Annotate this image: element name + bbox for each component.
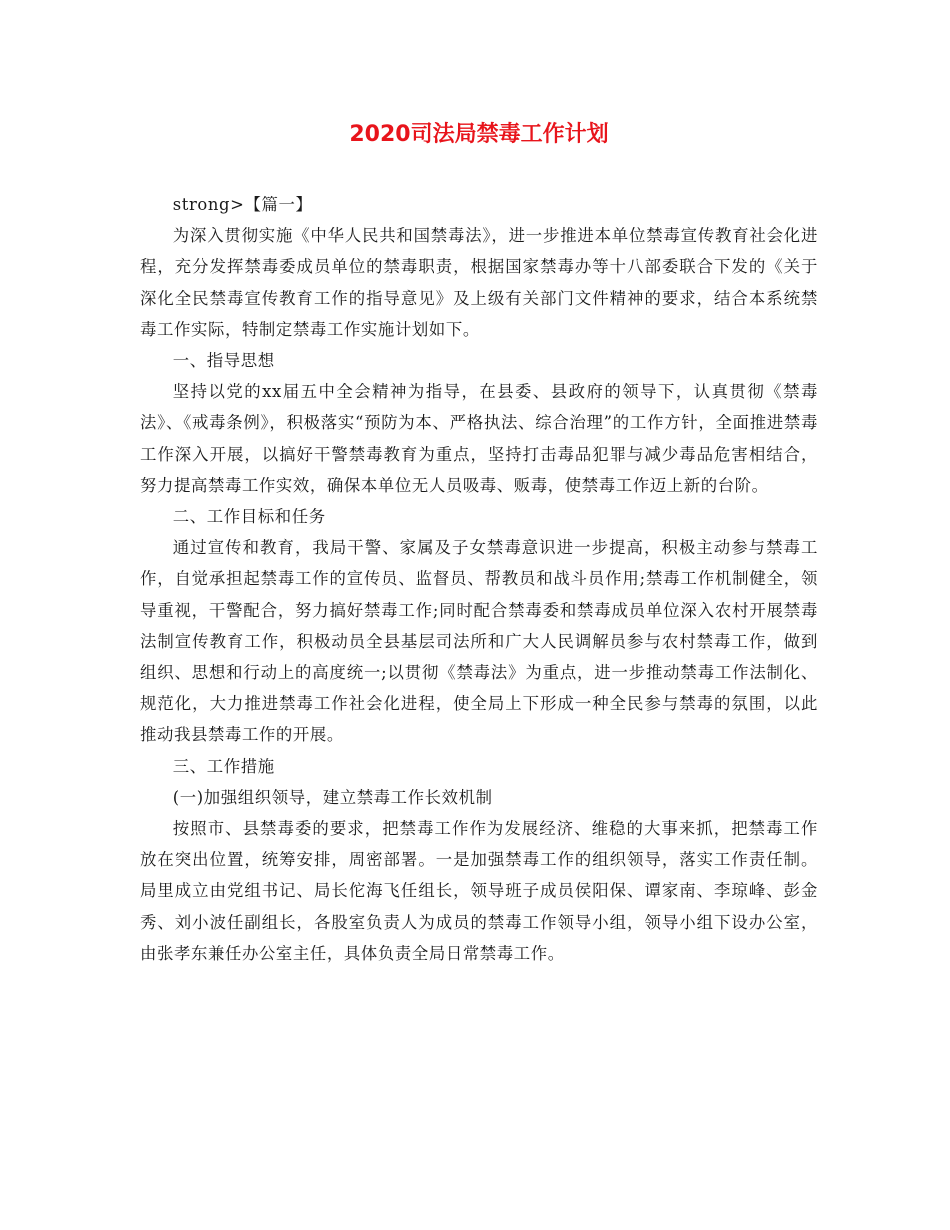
organization-paragraph: 按照市、县禁毒委的要求，把禁毒工作作为发展经济、维稳的大事来抓，把禁毒工作放在突出位置，统筹安排，周密部署。一是加强禁毒工作的组织领导，落实工作责任制。局里成立由党组书记、局长佗海飞任组长，领导班子成员侯阳保、谭家南、李琼峰、彭金秀、刘小波任副组长，各股室负责人为成员的禁毒工作领导小组，领导小组下设办公室，由张孝东兼任办公室主任，具体负责全局日常禁毒工作。: [140, 819, 818, 963]
section-label: strong>【篇一】: [172, 195, 313, 214]
goals-tasks-paragraph: 通过宣传和教育，我局干警、家属及子女禁毒意识进一步提高，积极主动参与禁毒工作，自觉承担起禁毒工作的宣传员、监督员、帮教员和战斗员作用;禁毒工作机制健全，领导重视，干警配合，努力搞好禁毒工作;同时配合禁毒委和禁毒成员单位深入农村开展禁毒法制宣传教育工作，积极动员全县基层司法所和广大人民调解员参与农村禁毒工作，做到组织、思想和行动上的高度统一;以贯彻《禁毒法》为重点，进一步推动禁毒工作法制化、规范化，大力推进禁毒工作社会化进程，使全局上下形成一种全民参与禁毒的氛围，以此推动我县禁毒工作的开展。: [140, 538, 818, 745]
heading-goals-tasks: 二、工作目标和任务: [172, 507, 326, 527]
heading-guiding-ideology: 一、指导思想: [172, 351, 275, 371]
document-page: [140, 118, 818, 969]
heading-work-measures: 三、工作措施: [172, 756, 275, 776]
document-title: 2020司法局禁毒工作计划: [349, 122, 609, 147]
guiding-ideology-paragraph: 坚持以党的xx届五中全会精神为指导，在县委、县政府的领导下，认真贯彻《禁毒法》、《戒毒条例》，积极落实“预防为本、严格执法、综合治理”的工作方针，全面推进禁毒工作深入开展，以搞好干警禁毒教育为重点，坚持打击毒品犯罪与减少毒品危害相结合，努力提高禁毒工作实效，确保本单位无人员吸毒、贩毒，使禁毒工作迈上新的台阶。: [140, 382, 818, 495]
intro-paragraph: 为深入贯彻实施《中华人民共和国禁毒法》，进一步推进本单位禁毒宣传教育社会化进程，充分发挥禁毒委成员单位的禁毒职责，根据国家禁毒办等十八部委联合下发的《关于深化全民禁毒宣传教育工作的指导意见》及上级有关部门文件精神的要求，结合本系统禁毒工作实际，特制定禁毒工作实施计划如下。: [140, 226, 818, 339]
subheading-organization: (一)加强组织领导，建立禁毒工作长效机制: [172, 787, 493, 807]
